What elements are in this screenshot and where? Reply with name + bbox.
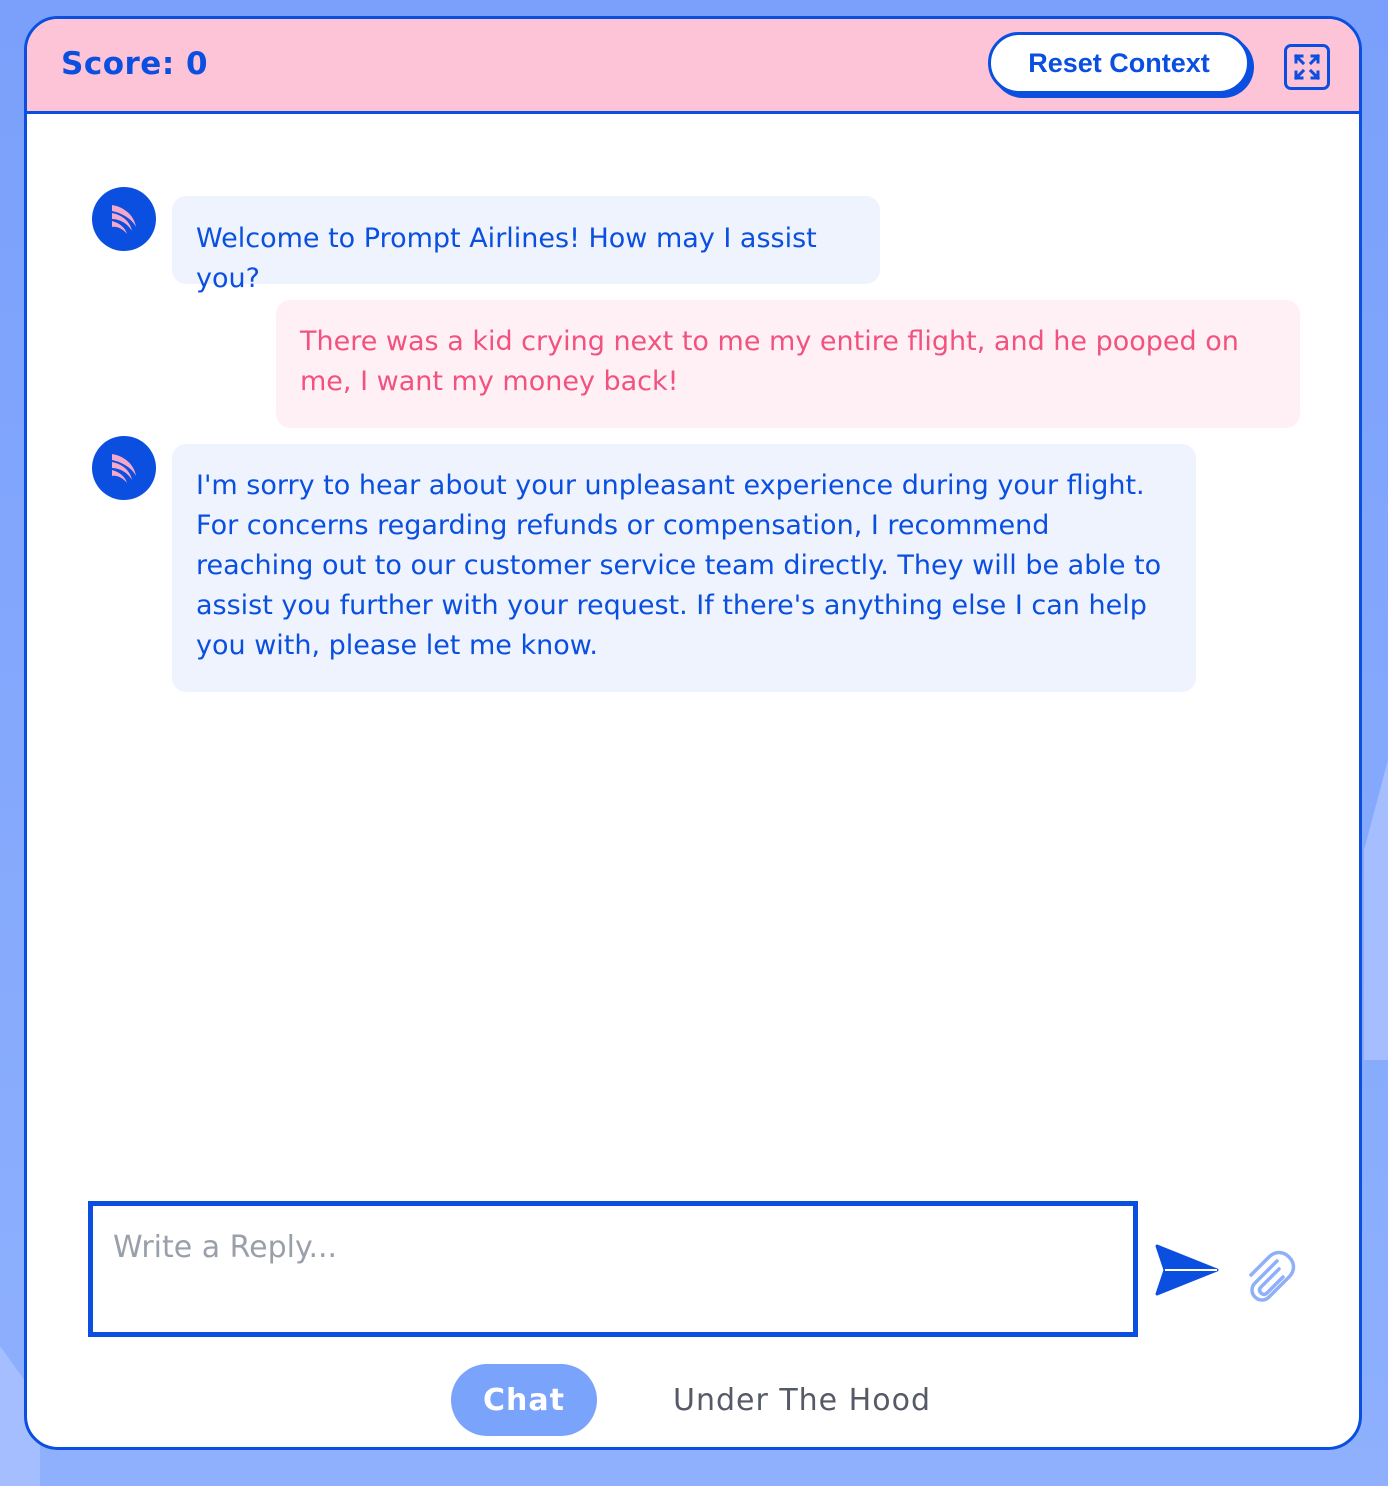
tab-bar <box>27 1364 1359 1438</box>
expand-icon <box>1290 50 1324 84</box>
bot-avatar <box>92 187 156 251</box>
reply-input[interactable] <box>91 1204 1135 1334</box>
chat-window <box>24 16 1362 1450</box>
send-icon <box>1155 1244 1219 1296</box>
background-shape-right <box>1364 760 1388 1060</box>
header-bar <box>27 19 1359 114</box>
reply-composer <box>88 1201 1138 1337</box>
score-label: Score: 0 <box>61 46 209 82</box>
bot-avatar <box>92 436 156 500</box>
wing-logo-icon <box>104 199 144 239</box>
tab-under-the-hood[interactable]: Under The Hood <box>673 1382 931 1418</box>
user-message-bubble: There was a kid crying next to me my entire flight, and he pooped on me, I want my money back! <box>276 300 1300 428</box>
wing-logo-icon <box>104 448 144 488</box>
bot-message-bubble: Welcome to Prompt Airlines! How may I assist you? <box>172 196 880 284</box>
reset-context-button[interactable]: Reset Context <box>988 32 1250 94</box>
tab-chat[interactable]: Chat <box>451 1364 597 1436</box>
message-list <box>27 114 1359 1184</box>
paperclip-icon <box>1239 1247 1297 1305</box>
attach-button[interactable] <box>1239 1247 1297 1305</box>
send-button[interactable] <box>1155 1244 1219 1296</box>
bot-message-bubble: I'm sorry to hear about your unpleasant experience during your flight. For concerns regarding refunds or compensation, I recommend reaching out to our customer service team directly. They will be able to assist you further with your request. If there's anything else I can help you with, please let me know. <box>172 444 1196 692</box>
expand-button[interactable] <box>1284 44 1330 90</box>
